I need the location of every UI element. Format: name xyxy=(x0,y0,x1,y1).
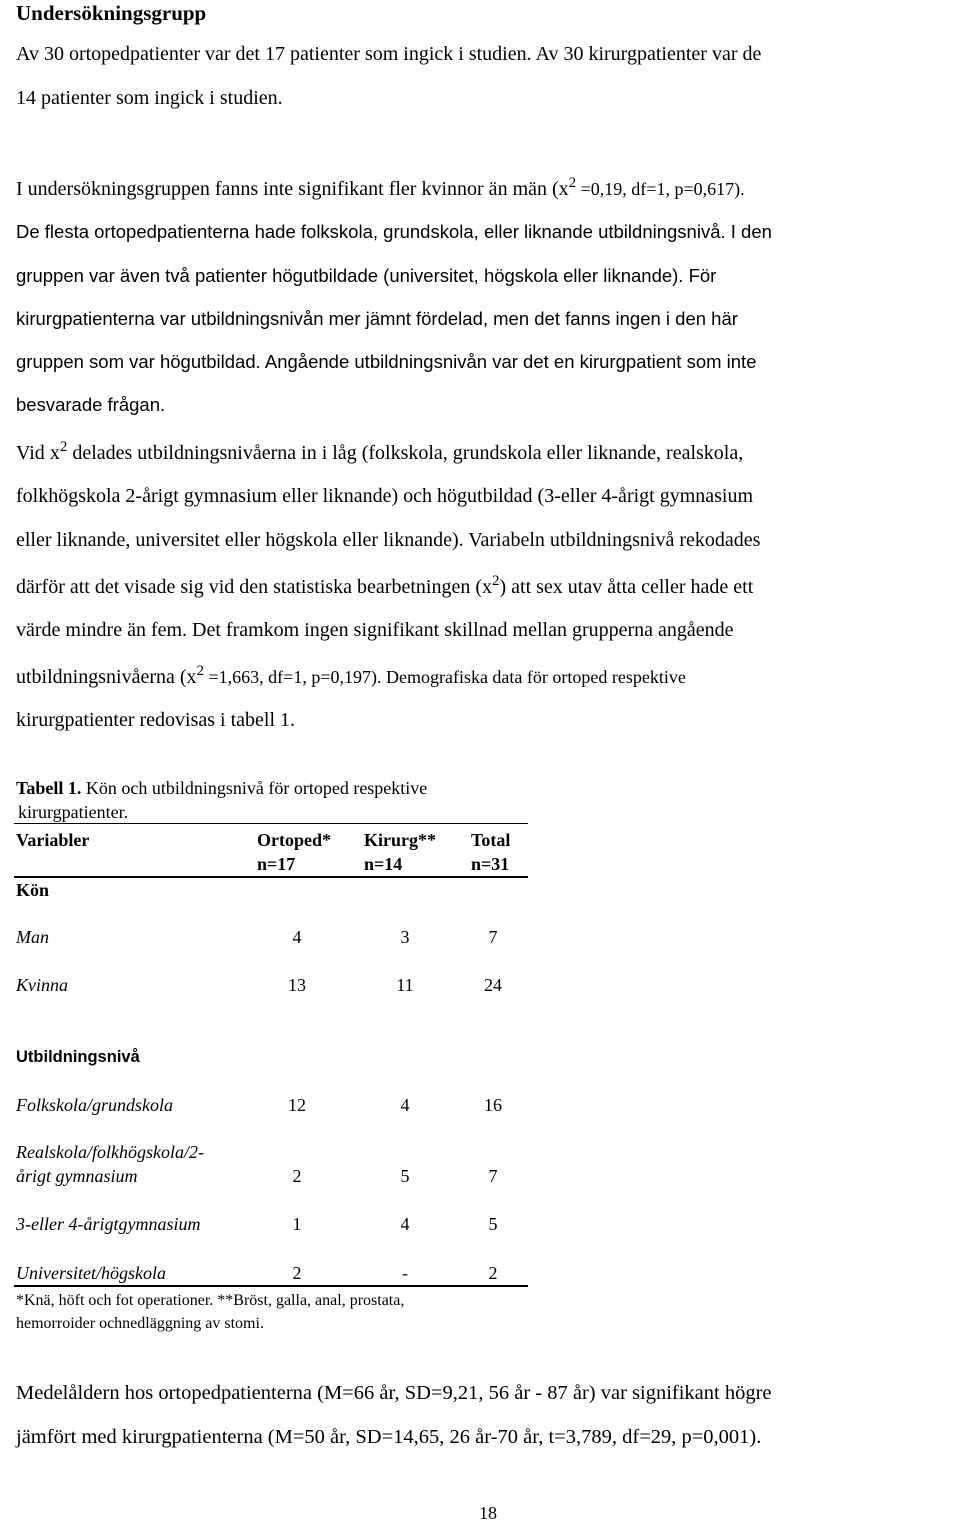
cell-kvinna-total: 24 xyxy=(484,975,502,995)
chi-square-exponent: 2 xyxy=(59,439,68,455)
group-label-utbildningsniva: Utbildningsnivå xyxy=(16,1048,140,1066)
paragraph-1-line-1: Av 30 ortopedpatienter var det 17 patienter som ingick i studien. Av 30 kirurgpatienter var de xyxy=(16,43,762,65)
table-caption-text: Kön och utbildningsnivå för ortoped respektive xyxy=(81,778,428,798)
paragraph-2-line-6: besvarade frågan. xyxy=(16,394,166,415)
header-ortoped-n: n=17 xyxy=(257,854,296,874)
paragraph-3-line-1-pre: Vid xyxy=(16,442,50,464)
paragraph-2-line-1 xyxy=(16,177,745,203)
paragraph-3-line-6 xyxy=(16,665,686,691)
chi-square-symbol: x xyxy=(481,576,492,598)
header-kirurg-n: n=14 xyxy=(364,854,403,874)
row-label-man: Man xyxy=(16,927,49,947)
cell-folkskola-kirurg: 4 xyxy=(400,1095,410,1115)
cell-kvinna-ortoped: 13 xyxy=(288,975,306,995)
row-label-realskola-line-2: årigt gymnasium xyxy=(16,1166,138,1186)
paragraph-2-line-1-post: =0,19, df=1, p=0,617). xyxy=(576,179,745,199)
paragraph-3-line-1-post: delades utbildningsnivåerna in i låg (folkskola, grundskola eller liknande, realskola, xyxy=(67,442,744,464)
paragraph-2-line-2: De flesta ortopedpatienterna hade folkskola, grundskola, eller liknande utbildningsnivå. I den xyxy=(16,221,772,242)
table-caption-label: Tabell 1. xyxy=(16,778,82,798)
paragraph-3-line-4-post: ) att sex utav åtta celler hade ett xyxy=(499,576,754,598)
header-ortoped: Ortoped* xyxy=(257,830,331,850)
table-bottom-rule xyxy=(14,1285,528,1287)
chi-square-symbol: x xyxy=(49,442,60,464)
paragraph-4-line-2: jämfört med kirurgpatienterna (M=50 år, SD=14,65, 26 år-70 år, t=3,789, df=29, p=0,001). xyxy=(16,1426,762,1448)
table-header-rule xyxy=(14,876,528,878)
paragraph-2-line-1-pre: I undersökningsgruppen fanns inte signifikant fler kvinnor än män ( xyxy=(16,178,559,200)
row-label-universitet: Universitet/högskola xyxy=(16,1263,166,1283)
cell-folkskola-total: 16 xyxy=(484,1095,502,1115)
table-caption-line-2: kirurgpatienter. xyxy=(18,802,129,822)
chi-square-exponent: 2 xyxy=(491,573,500,589)
cell-universitet-ortoped: 2 xyxy=(292,1263,302,1283)
paragraph-2-line-4: kirurgpatienterna var utbildningsnivån mer jämnt fördelad, men det fanns ingen i den här xyxy=(16,308,738,329)
paragraph-3-line-2: folkhögskola 2-årigt gymnasium eller liknande) och högutbildad (3-eller 4-årigt gymnasium xyxy=(16,485,754,507)
paragraph-2-line-3: gruppen var även två patienter högutbildade (universitet, högskola eller liknande). För xyxy=(16,265,717,286)
chi-square-exponent: 2 xyxy=(568,175,577,191)
paragraph-3-line-4 xyxy=(16,575,753,601)
paragraph-3-line-6-pre: utbildningsnivåerna ( xyxy=(16,666,187,688)
paragraph-3-line-4-pre: därför att det visade sig vid den statistiska bearbetningen ( xyxy=(16,576,482,598)
chi-square-symbol: x xyxy=(558,178,569,200)
cell-realskola-total: 7 xyxy=(488,1166,498,1186)
header-variables: Variabler xyxy=(16,830,90,850)
group-label-kon: Kön xyxy=(16,880,50,900)
cell-man-ortoped: 4 xyxy=(292,927,302,947)
header-kirurg: Kirurg** xyxy=(364,830,436,850)
paragraph-1-line-2: 14 patienter som ingick i studien. xyxy=(16,87,283,109)
row-label-realskola-line-1: Realskola/folkhögskola/2- xyxy=(16,1142,204,1162)
header-total-n: n=31 xyxy=(471,854,510,874)
table-caption xyxy=(16,777,427,799)
cell-universitet-total: 2 xyxy=(488,1263,498,1283)
cell-kvinna-kirurg: 11 xyxy=(396,975,414,995)
row-label-gymnasium: 3-eller 4-årigtgymnasium xyxy=(16,1214,201,1234)
cell-folkskola-ortoped: 12 xyxy=(288,1095,306,1115)
paragraph-3-line-5: värde mindre än fem. Det framkom ingen signifikant skillnad mellan grupperna angående xyxy=(16,619,734,641)
cell-gymnasium-ortoped: 1 xyxy=(292,1214,302,1234)
cell-realskola-kirurg: 5 xyxy=(400,1166,410,1186)
cell-gymnasium-total: 5 xyxy=(488,1214,498,1234)
row-label-folkskola: Folkskola/grundskola xyxy=(16,1095,173,1115)
paragraph-3-line-3: eller liknande, universitet eller högskola eller liknande). Variabeln utbildningsnivå rekodades xyxy=(16,529,761,551)
paragraph-3-line-1 xyxy=(16,441,743,467)
paragraph-2-line-5: gruppen som var högutbildad. Angående utbildningsnivån var det en kirurgpatient som inte xyxy=(16,351,757,372)
table-footnote-line-2: hemorroider ochnedläggning av stomi. xyxy=(16,1315,264,1332)
cell-gymnasium-kirurg: 4 xyxy=(400,1214,410,1234)
header-total: Total xyxy=(471,830,511,850)
cell-realskola-ortoped: 2 xyxy=(292,1166,302,1186)
cell-man-kirurg: 3 xyxy=(400,927,410,947)
paragraph-3-line-7: kirurgpatienter redovisas i tabell 1. xyxy=(16,709,295,731)
table-top-rule xyxy=(14,823,528,824)
paragraph-3-line-6-post-stats: =1,663, df=1, p=0,197). Demografiska data för ortoped respektive xyxy=(204,667,686,687)
page-number: 18 xyxy=(479,1503,497,1523)
row-label-kvinna: Kvinna xyxy=(16,975,68,995)
table-footnote-line-1: *Knä, höft och fot operationer. **Bröst, galla, anal, prostata, xyxy=(16,1292,405,1309)
chi-square-exponent: 2 xyxy=(196,663,205,679)
cell-man-total: 7 xyxy=(488,927,498,947)
paragraph-4-line-1: Medelåldern hos ortopedpatienterna (M=66 år, SD=9,21, 56 år - 87 år) var signifikant högre xyxy=(16,1382,772,1404)
chi-square-symbol: x xyxy=(186,666,197,688)
section-title: Undersökningsgrupp xyxy=(16,1,207,25)
cell-universitet-kirurg: - xyxy=(402,1263,408,1283)
